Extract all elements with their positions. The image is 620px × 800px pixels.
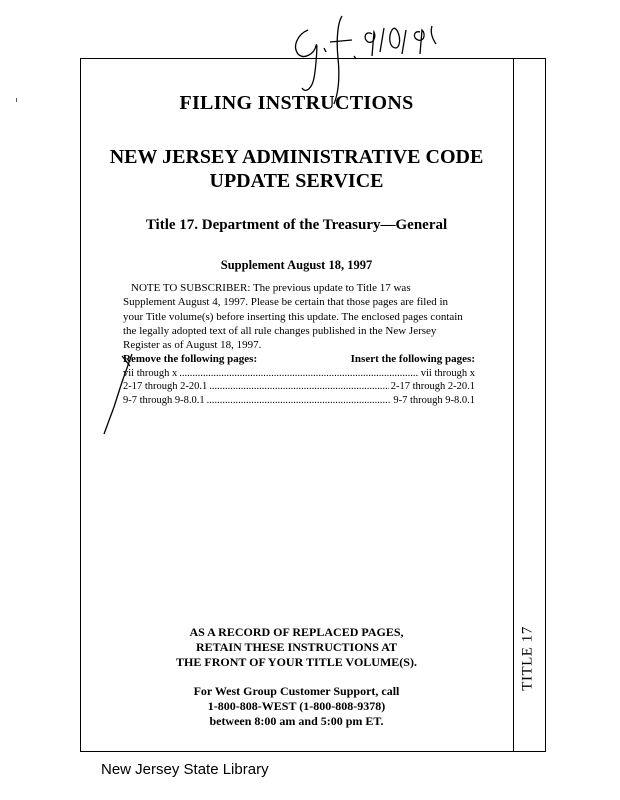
insert-pages-header: Insert the following pages: bbox=[350, 353, 475, 365]
insert-pages-cell: 2-17 through 2-20.1 bbox=[390, 381, 475, 392]
leader-dots bbox=[209, 381, 388, 392]
remove-pages-cell: 2-17 through 2-20.1 bbox=[123, 381, 208, 392]
support-phone: 1-800-808-WEST (1-800-808-9378) bbox=[207, 699, 386, 713]
leader-dots bbox=[207, 395, 392, 406]
support-line: For West Group Customer Support, call bbox=[193, 684, 400, 698]
note-to-subscriber bbox=[123, 281, 473, 352]
pages-table-row bbox=[123, 368, 475, 379]
note-line: Register as of August 18, 1997. bbox=[123, 339, 262, 352]
code-title-line-1: NEW JERSEY ADMINISTRATIVE CODE bbox=[109, 146, 484, 168]
record-notice-line: AS A RECORD OF REPLACED PAGES, bbox=[189, 625, 404, 639]
pages-table-header bbox=[123, 353, 475, 365]
remove-pages-cell: vii through x bbox=[123, 368, 178, 379]
library-stamp: New Jersey State Library bbox=[101, 761, 269, 778]
insert-pages-cell: 9-7 through 9-8.0.1 bbox=[393, 395, 475, 406]
title-heading: Title 17. Department of the Treasury—General bbox=[145, 217, 448, 233]
pages-table-row bbox=[123, 395, 475, 406]
leader-dots bbox=[179, 368, 419, 379]
spine-label: TITLE 17 bbox=[520, 625, 536, 691]
pages-table-row bbox=[123, 381, 475, 392]
handwritten-check-mark bbox=[100, 352, 140, 437]
remove-pages-header: Remove the following pages: bbox=[123, 353, 258, 365]
record-notice-line: THE FRONT OF YOUR TITLE VOLUME(S). bbox=[176, 655, 417, 669]
note-line: the legally adopted text of all rule changes published in the New Jersey bbox=[123, 324, 437, 337]
note-line: your Title volume(s) before inserting this update. The enclosed pages contain bbox=[123, 310, 463, 323]
note-line: NOTE TO SUBSCRIBER: The previous update to Title 17 was bbox=[131, 282, 411, 294]
note-line: Supplement August 4, 1997. Please be certain that those pages are filed in bbox=[123, 296, 449, 309]
supplement-date: Supplement August 18, 1997 bbox=[220, 258, 373, 272]
support-hours: between 8:00 am and 5:00 pm ET. bbox=[209, 714, 384, 728]
record-notice-line: RETAIN THESE INSTRUCTIONS AT bbox=[195, 640, 398, 654]
code-title-line-2: UPDATE SERVICE bbox=[209, 170, 384, 192]
remove-pages-cell: 9-7 through 9-8.0.1 bbox=[123, 395, 205, 406]
insert-pages-cell: vii through x bbox=[420, 368, 475, 379]
scan-speck bbox=[16, 98, 17, 102]
filing-instructions-heading: FILING INSTRUCTIONS bbox=[179, 92, 414, 114]
